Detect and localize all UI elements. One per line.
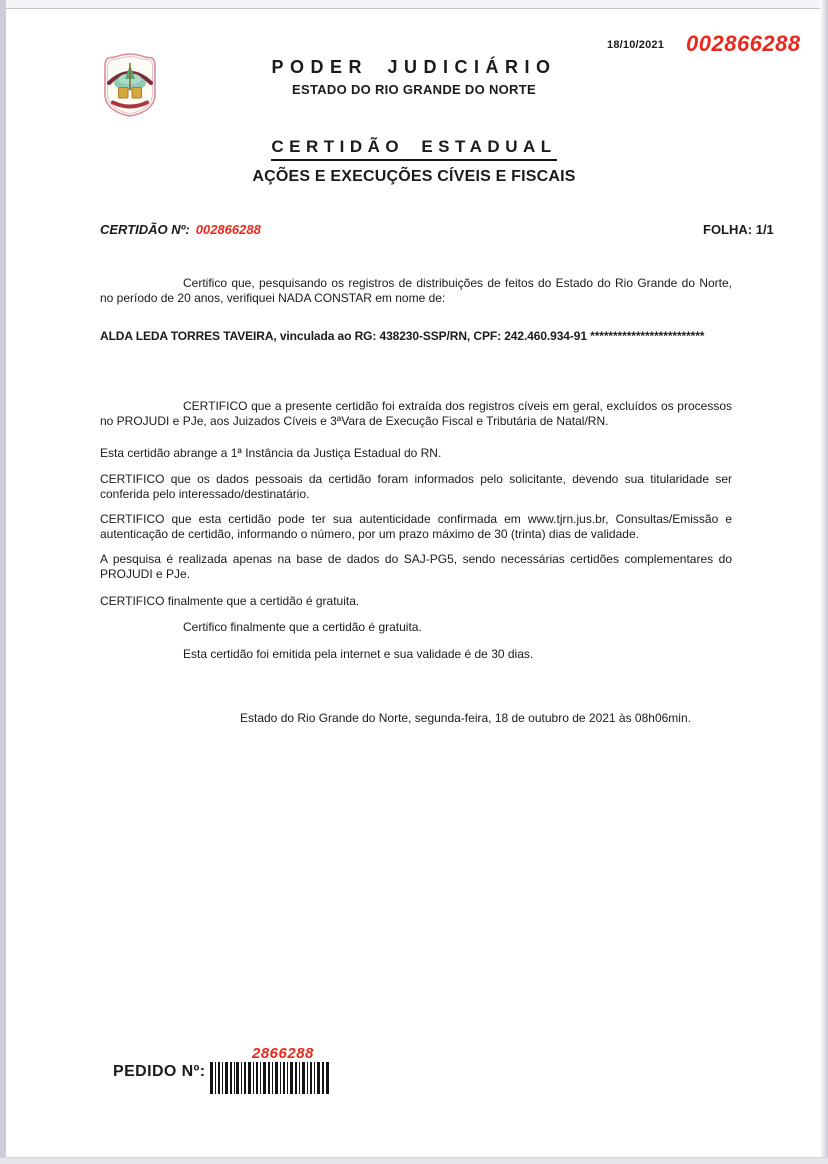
document-title-wrap (0, 137, 828, 161)
body-paragraph: CERTIFICO finalmente que a certidão é gratuita. (100, 594, 360, 608)
certificate-number-top: 002866288 (686, 31, 801, 56)
folha-label: FOLHA: 1/1 (703, 222, 774, 237)
body-paragraph: Esta certidão abrange a 1ª Instância da Justiça Estadual do RN. (100, 446, 442, 460)
pedido-label: PEDIDO Nº: (113, 1063, 206, 1080)
barcode (210, 1062, 330, 1094)
certificate-number-value: 002866288 (195, 222, 261, 237)
certificate-number-label: CERTIDÃO Nº: (100, 222, 190, 237)
signature-dateline: Estado do Rio Grande do Norte, segunda-feira, 18 de outubro de 2021 às 08h06min. (240, 711, 691, 725)
document-title: CERTIDÃO ESTADUAL (271, 137, 556, 161)
subject-name-line: ALDA LEDA TORRES TAVEIRA, vinculada ao RG: 438230-SSP/RN, CPF: 242.460.934-91 ************************* (100, 329, 705, 343)
pedido-number: 2866288 (252, 1045, 314, 1062)
body-paragraph: CERTIFICO que os dados pessoais da certidão foram informados pelo solicitante, devendo sua titularidade ser conferida pelo interessado/destinatário. (100, 472, 732, 501)
body-paragraph: A pesquisa é realizada apenas na base de dados do SAJ-PG5, sendo necessárias certidões complementares do PROJUDI e PJe. (100, 552, 732, 581)
body-paragraph: Esta certidão foi emitida pela internet e sua validade é de 30 dias. (183, 647, 534, 661)
org-subtitle: ESTADO DO RIO GRANDE DO NORTE (292, 82, 536, 97)
issue-date: 18/10/2021 (607, 39, 665, 51)
certificate-number-row (100, 222, 261, 237)
intro-paragraph: Certifico que, pesquisando os registros de distribuições de feitos do Estado do Rio Grande do Norte, no período de 20 anos, verifiquei NADA CONSTAR em nome de: (100, 276, 732, 305)
body-paragraph: CERTIFICO que esta certidão pode ter sua autenticidade confirmada em www.tjrn.jus.br, Consultas/Emissão e autenticação de certidão, informando o número, por um prazo máximo de 30 (trinta) dias de validade. (100, 512, 732, 541)
page-edge-bottom (0, 1157, 828, 1164)
page-edge-top (0, 0, 828, 9)
document-subtitle: AÇÕES E EXECUÇÕES CÍVEIS E FISCAIS (252, 168, 576, 185)
body-paragraph: CERTIFICO que a presente certidão foi extraída dos registros cíveis em geral, excluídos os processos no PROJUDI e PJe, aos Juizados Cíveis e 3ªVara de Execução Fiscal e Tributária de Natal/RN. (100, 399, 732, 428)
org-name: PODER JUDICIÁRIO (271, 57, 557, 77)
body-paragraph: Certifico finalmente que a certidão é gratuita. (183, 620, 422, 634)
